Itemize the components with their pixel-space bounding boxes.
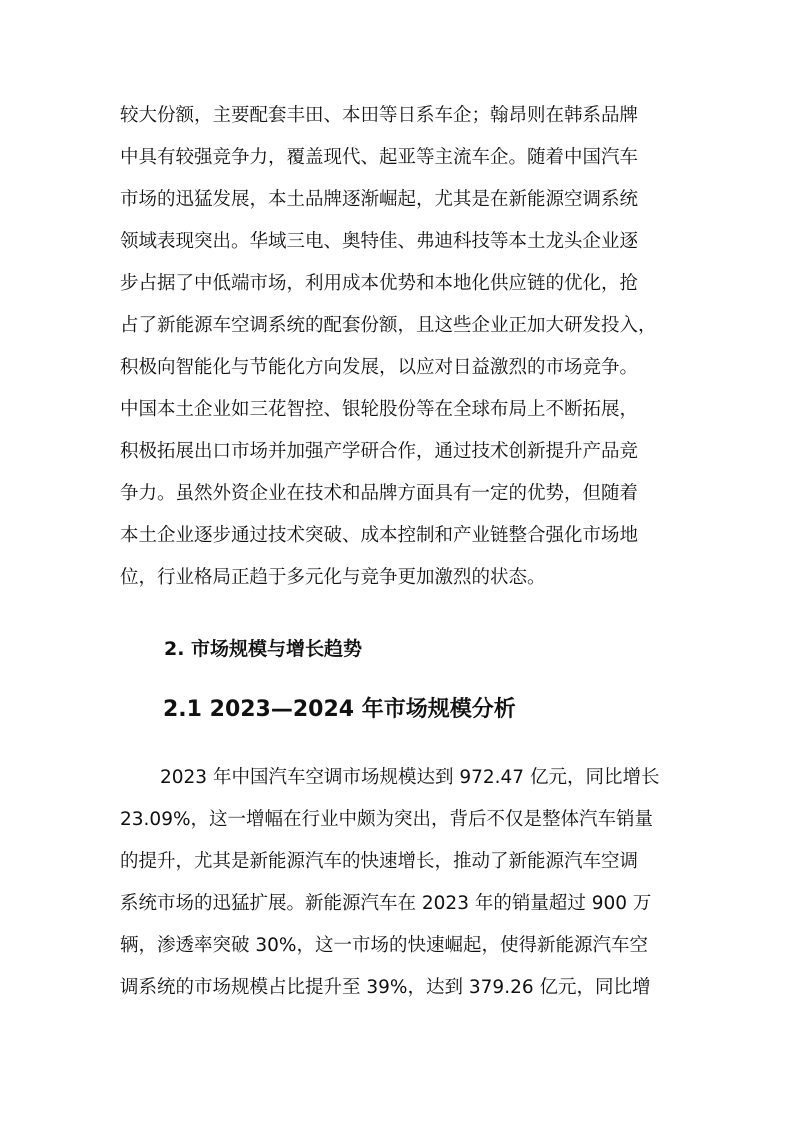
text-line: 占了新能源车空调系统的配套份额，且这些企业正加大研发投入， bbox=[120, 315, 657, 336]
text-line: 较大份额，主要配套丰田、本田等日系车企；翰昂则在韩系品牌 bbox=[120, 105, 639, 126]
text-line: 中具有较强竞争力，覆盖现代、起亚等主流车企。随着中国汽车 bbox=[120, 147, 639, 168]
text-line: 步占据了中低端市场，利用成本优势和本地化供应链的优化，抢 bbox=[120, 273, 639, 294]
text-line: 的提升，尤其是新能源汽车的快速增长，推动了新能源汽车空调 bbox=[120, 851, 639, 872]
text-line: 积极拓展出口市场并加强产学研合作，通过技术创新提升产品竞 bbox=[120, 441, 639, 462]
text-line: 2023 年中国汽车空调市场规模达到 972.47 亿元，同比增长 bbox=[160, 767, 660, 788]
text-line: 积极向智能化与节能化方向发展，以应对日益激烈的市场竞争。 bbox=[120, 357, 639, 378]
text-line: 位，行业格局正趋于多元化与竞争更加激烈的状态。 bbox=[120, 567, 546, 588]
text-line: 调系统的市场规模占比提升至 39%，达到 379.26 亿元，同比增 bbox=[120, 977, 651, 998]
text-line: 争力。虽然外资企业在技术和品牌方面具有一定的优势，但随着 bbox=[120, 483, 639, 504]
text-line: 市场的迅猛发展，本土品牌逐渐崛起，尤其是在新能源空调系统 bbox=[120, 189, 639, 210]
text-line: 系统市场的迅猛扩展。新能源汽车在 2023 年的销量超过 900 万 bbox=[120, 893, 652, 914]
text-line: 本土企业逐步通过技术突破、成本控制和产业链整合强化市场地 bbox=[120, 525, 639, 546]
text-line: 23.09%，这一增幅在行业中颇为突出，背后不仅是整体汽车销量 bbox=[120, 809, 654, 830]
subsection-heading: 2.1 2023—2024 年市场规模分析 bbox=[163, 697, 516, 722]
text-line: 辆，渗透率突破 30%，这一市场的快速崛起，使得新能源汽车空 bbox=[120, 935, 649, 956]
section-heading: 2. 市场规模与增长趋势 bbox=[164, 638, 363, 660]
text-line: 领域表现突出。华域三电、奥特佳、弗迪科技等本土龙头企业逐 bbox=[120, 231, 639, 252]
text-line: 中国本土企业如三花智控、银轮股份等在全球布局上不断拓展， bbox=[120, 399, 639, 420]
